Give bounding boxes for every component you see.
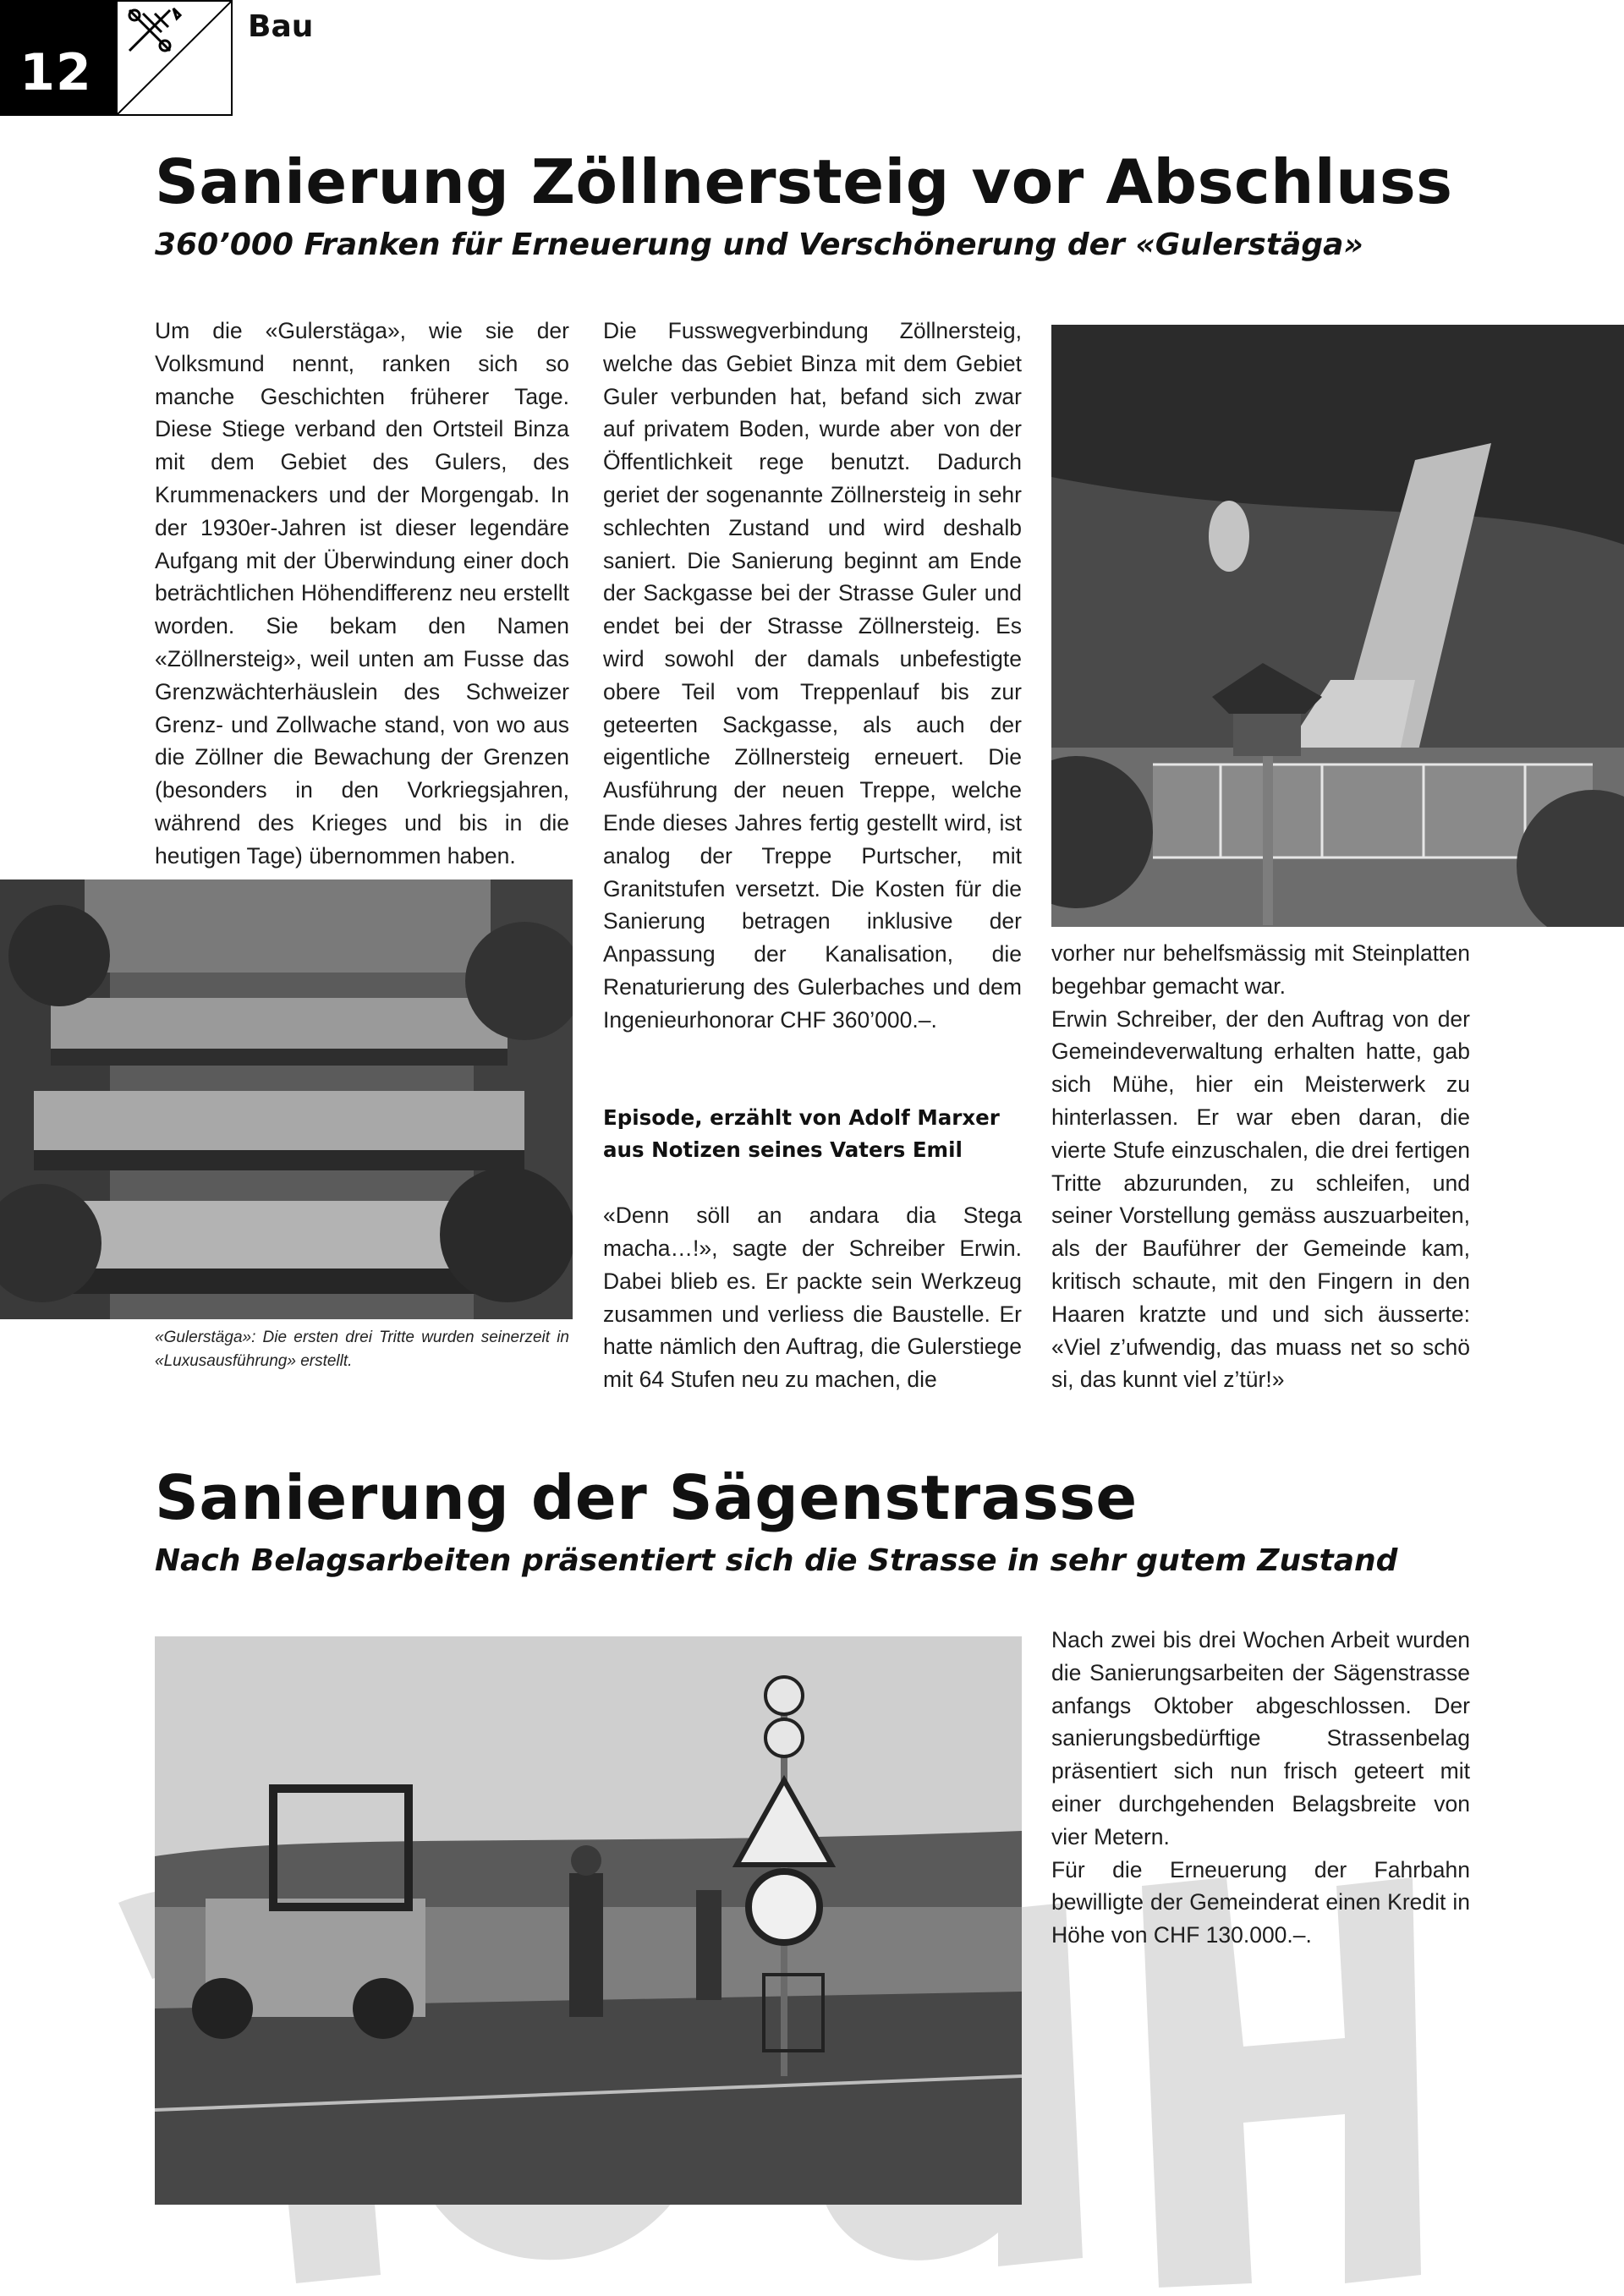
episode-heading-line-1: Episode, erzählt von Adolf Marxer [603,1104,1000,1130]
article-1-title: Sanierung Zöllnersteig vor Abschluss [155,146,1453,217]
article-1-column-3-text-2: Erwin Schreiber, der den Auftrag von der Gemeindeverwaltung erhalten hatte, gab sich Mühe, hier ein Meisterwerk zu hinterlassen. Er war eben daran, die vierte Stufe einzuschalen, die drei fertigen Tritte abzurunden, zu schleifen, und seiner Vorstellung gemäss auszuarbeiten, als der Bauführer der Gemeinde kam, kritisch schaute, mit den Fingern in den Haaren kratzte und und sich äusserte: «Viel z’ufwendig, das muass net so schö si, das kunnt viel z’tür!» [1051,1006,1470,1393]
article-1-column-3 [1051,937,1470,1396]
article-2-title: Sanierung der Sägenstrasse [155,1462,1138,1533]
old-stairs-photo [0,879,573,1319]
episode-heading-line-2: aus Notizen seines Vaters Emil [603,1137,963,1163]
new-stairs-construction-photo [1051,325,1624,927]
article-1-column-3-text-1: vorher nur behelfsmässig mit Steinplatten begehbar gemacht war. [1051,940,1470,999]
article-1-column-2 [603,315,1022,1396]
article-1-column-1 [155,315,569,873]
article-2-text-2: Für die Erneuerung der Fahrbahn bewilligte der Gemeinderat einen Kredit in Höhe von CHF 130.000.–. [1051,1856,1470,1948]
page-number: 12 [19,43,92,102]
article-1-subtitle: 360’000 Franken für Erneuerung und Verschönerung der «Gulerstäga» [155,227,1363,262]
section-label: Bau [248,9,314,44]
crest-box [116,0,233,116]
crossed-tools-crest-icon [118,2,231,114]
article-2-text-1: Nach zwei bis drei Wochen Arbeit wurden die Sanierungsarbeiten der Sägenstrasse anfangs Oktober abgeschlossen. Der sanierungsbedürftige Strassenbelag präsentiert sich nun frisch geteert mit einer durchgehenden Belagsbreite von vier Metern. [1051,1627,1470,1849]
article-1-column-2-text: Die Fusswegverbindung Zöllnersteig, welche das Gebiet Binza mit dem Gebiet Guler verbunden hat, befand sich zwar auf privatem Boden, wurde aber von der Öffentlichkeit rege benutzt. Dadurch geriet der sogenannte Zöllnersteig in sehr schlechten Zustand und wird deshalb saniert. Die Sanierung beginnt am Ende der Sackgasse bei der Strasse Guler und endet bei der Strasse Zöllnersteig. Es wird sowohl der damals unbefestigte obere Teil vom Treppenlauf bis zur geteerten Sackgasse, als auch der eigentliche Zöllnersteig erneuert. Die Ausführung der neuen Treppe, welche Ende dieses Jahres fertig gestellt wird, ist analog der Treppe Purtscher, mit Granitstufen versetzt. Die Kosten für die Sanierung betragen inklusive der Anpassung der Kanalisation, die Renaturierung des Gulerbaches und dem Ingenieurhonorar CHF 360’000.–. [603,318,1022,1033]
stairs-photo-caption: «Gulerstäga»: Die ersten drei Tritte wurden seinerzeit in «Luxusausführung» erstellt. [155,1329,569,1370]
episode-text: «Denn söll an andara dia Stega macha…!», sagte der Schreiber Erwin. Dabei blieb es. Er packte sein Werkzeug zusammen und verliess die Baustelle. Er hatte nämlich den Auftrag, die Gulerstiege mit 64 Stufen neu zu machen, die [603,1203,1022,1393]
article-2-text-column [1051,1624,1470,1952]
article-1-column-1-text: Um die «Gulerstäga», wie sie der Volksmund nennt, ranken sich so manche Geschichten früherer Tage. Diese Stiege verband den Ortsteil Binza mit dem Gebiet des Gulers, des Krummenackers und der Morgengab. In der 1930er-Jahren ist dieser legendäre Aufgang mit der Überwindung einer doch beträchtlichen Höhendifferenz neu erstellt worden. Sie bekam den Namen «Zöllnersteig», weil unten am Fusse das Grenzwächterhäuslein des Schweizer Grenz- und Zollwache stand, von wo aus die Zöllner die Bewachung der Grenzen (besonders in den Vorkriegsjahren, während des Krieges und bis in die heutigen Tage) übernommen haben. [155,318,569,869]
article-2-subtitle: Nach Belagsarbeiten präsentiert sich die Strasse in sehr gutem Zustand [155,1543,1398,1578]
road-works-photo [155,1636,1022,2205]
